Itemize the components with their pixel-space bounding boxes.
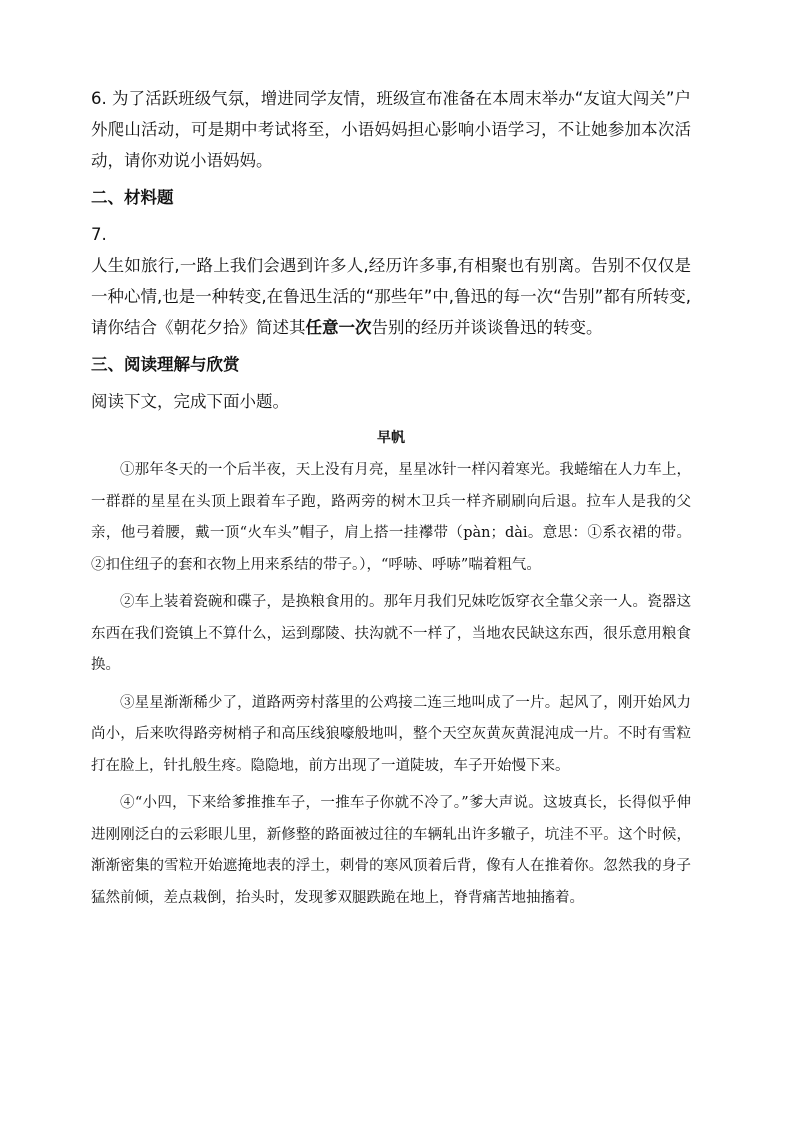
article-paragraph-2: ②车上装着瓷碗和碟子，是换粮食用的。那年月我们兄妹吃饭穿衣全靠父亲一人。瓷器这东西在我们瓷镇上不算什么，运到鄢陵、扶沟就不一样了，当地农民缺这东西，很乐意用粮食换。	[91, 594, 691, 673]
article-paragraph-1: ①那年冬天的一个后半夜，天上没有月亮，星星冰针一样闪着寒光。我蜷缩在人力车上，一群群的星星在头顶上跟着车子跑，路两旁的树木卫兵一样齐刷刷向后退。拉车人是我的父亲，他弓着腰，戴一顶“火车头”帽子，肩上搭一挂襻带（pàn；dài。意思：①系衣裙的带。②扣住纽子的套和衣物上用来系结的带子。），“呼哧、呼哧”喘着粗气。	[91, 462, 691, 573]
question-7-text-before: 人生如旅行,一路上我们会遇到许多人,经历许多事,有相聚也有别离。告别不仅仅是一种心情,也是一种转变,在鲁迅生活的“那些年”中,鲁迅的每一次“告别”都有所转变,请你结合《朝花夕拾》简述其	[91, 256, 691, 337]
article-paragraph-4: ④“小四，下来给爹推推车子，一推车子你就不冷了。”爹大声说。这坡真长，长得似乎伸进刚刚泛白的云彩眼儿里，新修整的路面被过往的车辆轧出许多辙子，坑洼不平。这个时候，渐渐密集的雪粒开始遮掩地表的浮土，刺骨的寒风顶着后背，像有人在推着你。忽然我的身子猛然前倾，差点栽倒，抬头时，发现爹双腿跌跪在地上，脊背痛苦地抽搐着。	[91, 795, 691, 906]
document-page	[91, 83, 691, 920]
question-7-text-after: 告别的经历并谈谈鲁迅的转变。	[371, 318, 603, 337]
section-3-heading: 三、阅读理解与欣赏	[91, 355, 240, 374]
section-2-heading: 二、材料题	[91, 188, 174, 207]
question-7-emphasis: 任意一次	[305, 318, 372, 337]
article-title: 早帆	[377, 430, 405, 446]
question-7-text	[91, 250, 691, 343]
question-7-number: 7.	[91, 225, 107, 244]
reading-instruction: 阅读下文，完成下面小题。	[91, 392, 289, 411]
article-paragraph-3: ③星星渐渐稀少了，道路两旁村落里的公鸡接二连三地叫成了一片。起风了，刚开始风力尚小，后来吹得路旁树梢子和高压线狼嚎般地叫，整个天空灰黄灰黄混沌成一片。不时有雪粒打在脸上，针扎般生疼。隐隐地，前方出现了一道陡坡，车子开始慢下来。	[91, 694, 691, 774]
question-6: 6. 为了活跃班级气氛，增进同学友情，班级宣布准备在本周末举办“友谊大闯关”户外爬山活动，可是期中考试将至，小语妈妈担心影响小语学习，不让她参加本次活动，请你劝说小语妈妈。	[91, 89, 691, 170]
